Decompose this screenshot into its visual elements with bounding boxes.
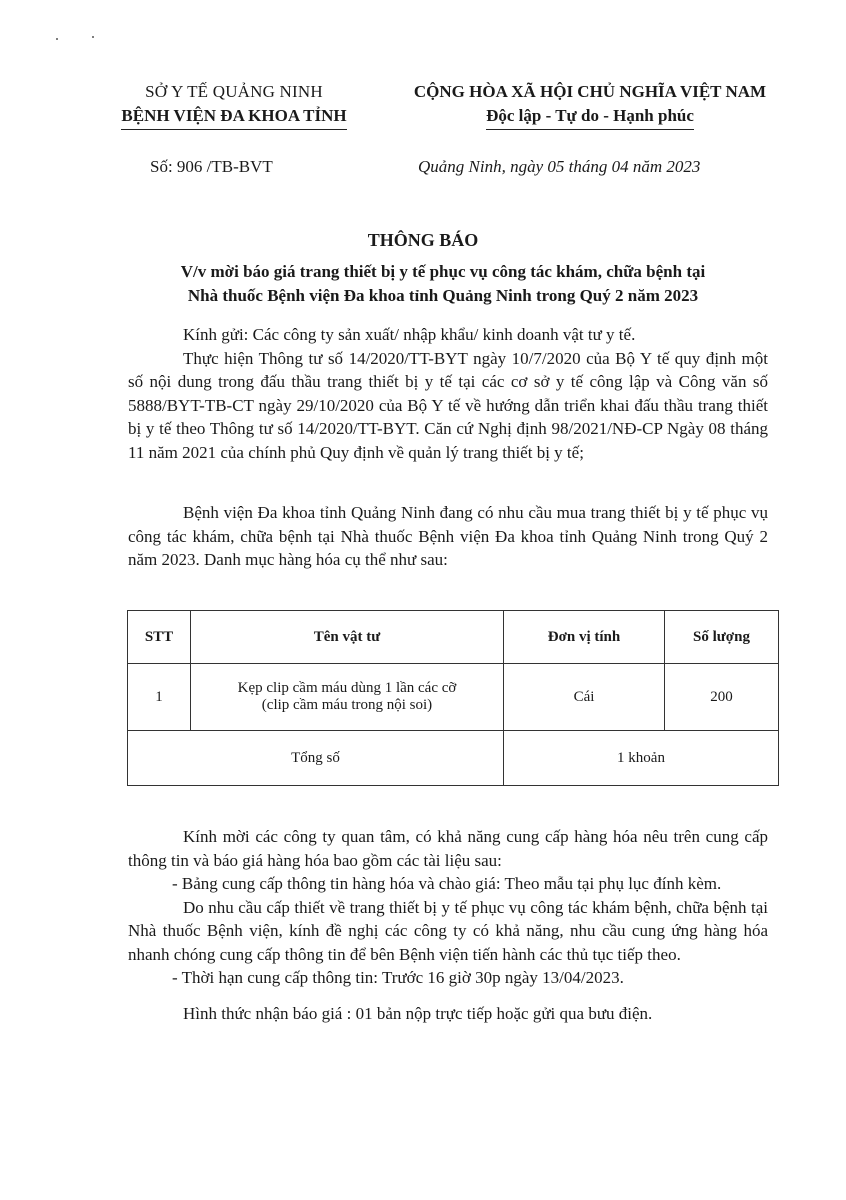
national-header bbox=[392, 80, 788, 130]
submission-method: Hình thức nhận báo giá : 01 bản nộp trực tiếp hoặc gửi qua bưu điện. bbox=[183, 1003, 653, 1023]
document-date: Quảng Ninh, ngày 05 tháng 04 năm 2023 bbox=[418, 157, 701, 176]
recipient-line: Kính gửi: Các công ty sản xuất/ nhập khẩu/ kinh doanh vật tư y tế. bbox=[183, 325, 636, 344]
subject-line: Nhà thuốc Bệnh viện Đa khoa tỉnh Quảng Ninh trong Quý 2 năm 2023 bbox=[187, 286, 699, 305]
cell-quantity: 200 bbox=[665, 664, 779, 731]
paragraph-urgency: Do nhu cầu cấp thiết về trang thiết bị y tế phục vụ công tác khám bệnh, chữa bệnh tại Nhà thuốc Bệnh viện, kính đề nghị các công ty có khả năng, nhu cầu cung ứng hàng hóa nhanh chóng cung cấp thông tin để bên Bệnh viện tiến hành các thủ tục tiếp theo. bbox=[128, 897, 768, 964]
cell-unit: Cái bbox=[504, 664, 665, 731]
paragraph-legal-basis: Thực hiện Thông tư số 14/2020/TT-BYT ngày 10/7/2020 của Bộ Y tế quy định một số nội dung trong đấu thầu trang thiết bị y tế tại các cơ sở y tế công lập và Công văn số 5888/BYT-TB-CT ngày 29/10/2020 của Bộ Y tế về hướng dẫn triển khai đấu thầu trang thiết bị y tế theo Thông tư số 14/2020/TT-BYT. Căn cứ Nghị định 98/2021/NĐ-CP Ngày 08 tháng 11 năm 2021 của chính phủ Quy định về quản lý trang thiết bị y tế; bbox=[128, 348, 768, 462]
table-total-row bbox=[128, 731, 779, 786]
column-header-stt: STT bbox=[128, 611, 191, 664]
requirement-item: - Bảng cung cấp thông tin hàng hóa và chào giá: Theo mẫu tại phụ lục đính kèm. bbox=[172, 874, 722, 893]
total-value: 1 khoản bbox=[504, 731, 779, 786]
item-name-line: (clip cầm máu trong nội soi) bbox=[261, 697, 433, 713]
total-label: Tổng số bbox=[128, 731, 504, 786]
cell-stt: 1 bbox=[128, 664, 191, 731]
paragraph-purpose: Bệnh viện Đa khoa tỉnh Quảng Ninh đang có nhu cầu mua trang thiết bị y tế phục vụ công tác khám, chữa bệnh tại Nhà thuốc Bệnh viện Đa khoa tỉnh Quảng Ninh trong Quý 2 năm 2023. Danh mục hàng hóa cụ thể như sau: bbox=[128, 503, 768, 569]
items-table bbox=[127, 610, 779, 786]
purpose-section bbox=[128, 501, 768, 572]
subject-line: V/v mời báo giá trang thiết bị y tế phục vụ công tác khám, chữa bệnh tại bbox=[180, 262, 706, 281]
paragraph-invitation: Kính mời các công ty quan tâm, có khả năng cung cấp hàng hóa nêu trên cung cấp thông tin và báo giá hàng hóa bao gồm các tài liệu sau: bbox=[128, 827, 768, 870]
column-header-unit: Đơn vị tính bbox=[504, 611, 665, 664]
document-subject bbox=[120, 260, 766, 308]
issuing-organization bbox=[104, 80, 364, 130]
table-row bbox=[128, 664, 779, 731]
cell-item-name bbox=[191, 664, 504, 731]
column-header-quantity: Số lượng bbox=[665, 611, 779, 664]
scan-speck bbox=[56, 38, 58, 40]
national-motto: Độc lập - Tự do - Hạnh phúc bbox=[486, 104, 694, 130]
hospital-name: BỆNH VIỆN ĐA KHOA TỈNH bbox=[121, 104, 346, 130]
document-title: THÔNG BÁO bbox=[367, 230, 479, 250]
request-section bbox=[128, 825, 768, 1025]
national-title: CỘNG HÒA XÃ HỘI CHỦ NGHĨA VIỆT NAM bbox=[413, 82, 767, 101]
item-name-line: Kẹp clip cầm máu dùng 1 lần các cỡ bbox=[237, 680, 457, 696]
intro-section bbox=[128, 323, 768, 464]
scan-speck bbox=[92, 36, 94, 38]
department-name: SỞ Y TẾ QUẢNG NINH bbox=[145, 82, 323, 101]
document-number: Số: 906 /TB-BVT bbox=[150, 157, 273, 176]
deadline-item: - Thời hạn cung cấp thông tin: Trước 16 giờ 30p ngày 13/04/2023. bbox=[172, 968, 624, 987]
table-header-row bbox=[128, 611, 779, 664]
column-header-name: Tên vật tư bbox=[191, 611, 504, 664]
